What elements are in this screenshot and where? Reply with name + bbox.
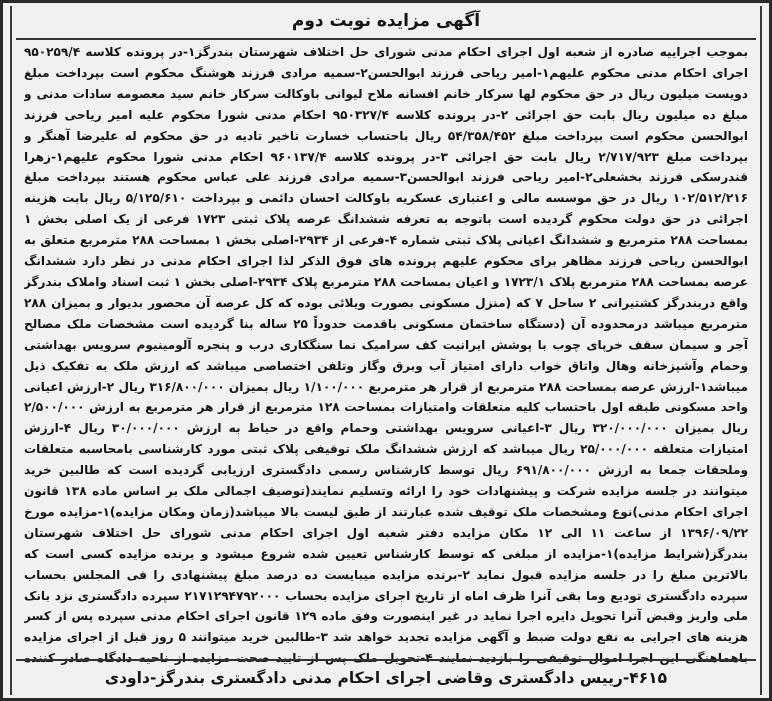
notice-title: آگهی مزایده نوبت دوم <box>291 11 481 31</box>
notice-body-text: بموجب اجراییه صادره از شعبه اول اجرای احکام مدنی شورای حل اختلاف شهرستان بندرگز۱-در پرونده کلاسه ۹۵۰۲۵۹/۴ اجرای احکام مدنی محکوم علیهم۱-امیر ریاحی فرزند ابوالحسن۲-سمیه مرادی فرزند هوشنگ محکوم است بپرداخت مبلغ دویست میلیون ریال در حق محکوم لها سرکار خانم افسانه ملاح لیوانی باوکالت سرکار خانم سید معصومه سادات مدنی و مبلغ ده میلیون ریال بابت حق اجرائی ۲-در پرونده کلاسه ۹۵۰۳۲۷/۴ احکام مدنی شورا محکوم علیه امیر ریاحی فرزند ابوالحسن محکوم است بپرداخت مبلغ ۵۴/۳۵۸/۴۵۲ ریال باحتساب خسارت تاخیر تادیه در حق محکوم له علیرضا آهنگر و بپرداخت مبلغ ۲/۷۱۷/۹۲۳ ریال بابت حق اجرائی ۳-در پرونده کلاسه ۹۶۰۱۳۷/۴ احکام مدنی شورا محکوم علیهم۱-زهرا قندرسکی فرزند بخشعلی۲-امیر ریاحی فرزند ابوالحسن۳-سمیه مرادی فرزند علی عباس محکوم هستند بپرداخت مبلغ ۱۰۲/۵۱۲/۲۱۶ ریال در حق موسسه مالی و اعتباری عسکریه باوکالت احسان دائمی و بپرداخت ۵/۱۲۵/۶۱۰ ریال بابت هزینه اجرائی در حق دولت محکوم گردیده است باتوجه به تعرفه ششدانگ عرصه پلاک ثبتی ۱۷۲۳ فرعی از یک اصلی بخش ۱ بمساحت ۲۸۸ مترمربع و ششدانگ اعیانی پلاک ثبتی شماره ۴-فرعی از ۲۹۳۴-اصلی بخش ۱ بمساحت ۲۸۸ مترمربع متعلق به ابوالحسن ریاحی فرزند مظاهر برای محکوم علیهم پرونده های فوق الذکر لذا اجرای احکام مدنی در نظر دارد ششدانگ عرصه بمساحت ۲۸۸ مترمربع پلاک ۱۷۲۳/۱ و اعیان بمساحت ۲۸۸ مترمربع پلاک ۲۹۳۴-اصلی بخش ۱ ثبت اسناد واملاک بندرگز واقع دربندرگز کشتیرانی ۲ ساحل ۷ که (منزل مسکونی بصورت ویلائی بوده که کل عرصه آن محصور بدیوار و بمیزان ۲۸۸ مترمربع میباشد درمحدوده آن (دستگاه ساختمان مسکونی باقدمت حدوداً ۲۵ ساله بنا گردیده است مشخصات ملک مصالح آجر و سیمان سقف خرپای چوب با پوشش ایرانیت کف سرامیک نما سنگکاری درب و پنجره آلومینیوم سرویس بهداشتی وحمام وآشپزخانه وهال واتاق خواب دارای امتیاز آب وبرق وگاز وتلفن اختصاصی میباشد که ارزش ملک به تفکیک ذیل میباشد۱-ارزش عرصه بمساحت ۲۸۸ مترمربع از قرار هر مترمربع ۱/۱۰۰/۰۰۰ ریال بمیزان ۳۱۶/۸۰۰/۰۰۰ ریال ۲-ارزش اعیانی واحد مسکونی طبقه اول باحتساب کلیه متعلقات وامتیازات بمساحت ۱۲۸ مترمربع از قرار هر مترمربع به ارزش ۲/۵۰۰/۰۰۰ ریال بمیزان ۳۲۰/۰۰۰/۰۰۰ ریال ۳-اعیانی سرویس بهداشتی وحمام واقع در حیاط به ارزش ۳۰/۰۰۰/۰۰۰ ریال ۴-ارزش امتیازات متعلقه ۲۵/۰۰۰/۰۰۰ ریال میباشد که ارزش ششدانگ ملک توقیفی پلاک ثبتی مورد کارشناسی بامحاسبه متعلقات وملحقات جمعا به ارزش ۶۹۱/۸۰۰/۰۰۰ ریال توسط کارشناس رسمی دادگستری ارزیابی گردیده است که طالبین خرید میتوانند در جلسه مزایده شرکت و پیشنهادات خود را ارائه وتسلیم نمایند(توصیف اجمالی ملک بر اساس ماده ۱۳۸ قانون اجرای احکام مدنی)نوع ومشخصات ملک توقیف شده عبارتند از طبق لیست بالا میباشد(زمان ومکان مزایده)۱-مزایده مورخ ۱۳۹۶/۰۹/۲۲ از ساعت ۱۱ الی ۱۲ مکان مزایده دفتر شعبه اول اجرای احکام مدنی شورای حل اختلاف شهرستان بندرگز(شرایط مزایده)۱-مزایده از مبلغی که توسط کارشناس تعیین شده شروع میشود و برنده مزایده کسی است که بالاترین مبلغ را در جلسه مزایده قبول نماید ۲-برنده مزایده میبایست ده درصد مبلغ پیشنهادی را فی المجلس بحساب سپرده دادگستری تودیع وما بقی آنرا ظرف اماه از تاریخ اجرای مزایده بحساب ۲۱۷۱۲۹۴۷۹۲۰۰۰ سپرده دادگستری نزد بانک ملی واریز وقبض آنرا تحویل دایره اجرا نماید در غیر اینصورت وفق ماده ۱۲۹ قانون اجرای احکام مدنی سپرده پس از کسر هزینه های اجرایی به نفع دولت ضبط و آگهی مزایده تجدید خواهد شد ۳-طالبین خرید میتوانند ۵ روز قبل از اجرای مزایده باهماهنگی این اجرا اموال توقیفی را بازدید نمایند ۴-تحویل ملک پس از تایید صحت مزایده از ناحیه دادگاه صادر کننده <box>24 45 748 666</box>
notice-body <box>24 42 748 668</box>
title-divider <box>16 38 756 40</box>
notice-footer: ۴۶۱۵-رییس دادگستری وقاضی اجرای احکام مدنی دادگستری بندرگز-داودی <box>104 669 668 687</box>
notice-frame <box>10 6 762 695</box>
